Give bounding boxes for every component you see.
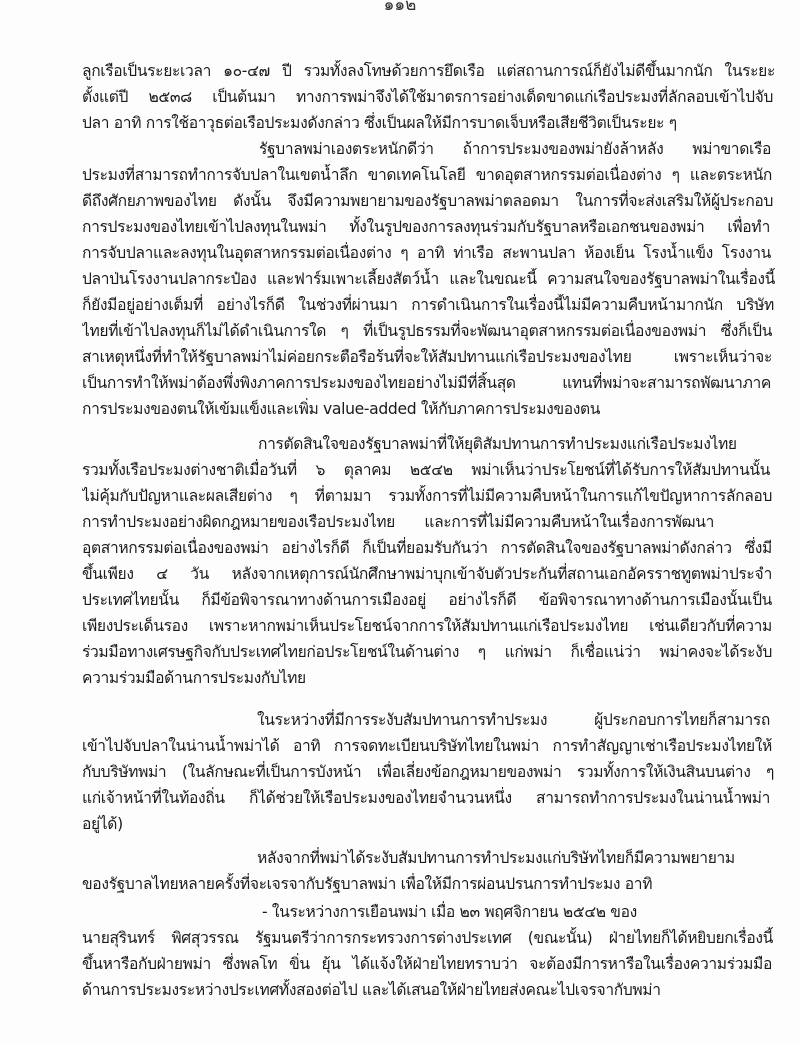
text-line: การตัดสินใจของรัฐบาลพม่าที่ให้ยุติสัมปทานการทำประมงแก่เรือประมงไทย	[258, 435, 737, 453]
text-line: หลังจากที่พม่าได้ระงับสัมปทานการทำประมงแก่บริษัทไทยก็มีความพยายาม	[257, 849, 735, 867]
text-line: นายสุรินทร์ พิศสุวรรณ รัฐมนตรีว่าการกระทรวงการต่างประเทศ (ขณะนั้น) ฝ่ายไทยก็ได้หยิบยกเรื่องนี้	[82, 929, 773, 947]
text-line: เป็นการทำให้พม่าต้องพึ่งพิงภาคการประมงของไทยอย่างไม่มีที่สิ้นสุด แทนที่พม่าจะสามารถพัฒนาภาค	[82, 374, 771, 392]
text-line: ไม่คุ้มกับปัญหาและผลเสียต่าง ๆ ที่ตามมา รวมทั้งการที่ไม่มีความคืบหน้าในการแก้ไขปัญหาการลักลอบ	[82, 487, 772, 505]
text-line: ประเทศไทยนั้น ก็มีข้อพิจารณาทางด้านการเมืองอยู่ อย่างไรก็ดี ข้อพิจารณาทางด้านการเมืองนั้นเป็น	[82, 591, 772, 609]
text-line: ด้านการประมงระหว่างประเทศทั้งสองต่อไป และได้เสนอให้ฝ่ายไทยส่งคณะไปเจรจากับพม่า	[82, 981, 661, 999]
text-line: รัฐบาลพม่าเองตระหนักดีว่า ถ้าการประมงของพม่ายังล้าหลัง พม่าขาดเรือ	[259, 140, 771, 158]
text-line: ขึ้นเพียง ๔ วัน หลังจากเหตุการณ์นักศึกษาพม่าบุกเข้าจับตัวประกันที่สถานเอกอัครราชทูตพม่าประจำ	[82, 565, 772, 583]
text-line: ความร่วมมือด้านการประมงกับไทย	[82, 669, 306, 687]
text-line: ปลาป่นโรงงานปลากระป๋อง และฟาร์มเพาะเลี้ยงสัตว์น้ำ และในขณะนี้ ความสนใจของรัฐบาลพม่าในเรื่องนี้	[82, 270, 775, 288]
page-number: ๑๑๒	[383, 0, 417, 15]
text-line: การประมงของไทยเข้าไปลงทุนในพม่า ทั้งในรูปของการลงทุนร่วมกับรัฐบาลหรือเอกชนของพม่า เพื่อทำ	[82, 218, 770, 236]
text-line: สาเหตุหนึ่งที่ทำให้รัฐบาลพม่าไม่ค่อยกระตือรือร้นที่จะให้สัมปทานแก่เรือประมงของไทย เพราะเห็นว่าจะ	[82, 348, 772, 366]
text-line: ลูกเรือเป็นระยะเวลา ๑๐-๔๗ ปี รวมทั้งลงโทษด้วยการยึดเรือ แต่สถานการณ์ก็ยังไม่ดีขึ้นมากนัก ในระยะ	[82, 62, 775, 80]
text-line: ในระหว่างที่มีการระงับสัมปทานการทำประมง ผู้ประกอบการไทยก็สามารถ	[257, 711, 770, 729]
text-line: ของรัฐบาลไทยหลายครั้งที่จะเจรจากับรัฐบาลพม่า เพื่อให้มีการผ่อนปรนการทำประมง อาทิ	[82, 875, 653, 893]
text-line: ประมงที่สามารถทำการจับปลาในเขตน้ำลึก ขาดเทคโนโลยี ขาดอุตสาหกรรมต่อเนื่องต่าง ๆ และตระหนัก	[82, 166, 772, 184]
text-line: ตั้งแต่ปี ๒๕๓๘ เป็นต้นมา ทางการพม่าจึงได้ใช้มาตรการอย่างเด็ดขาดแก่เรือประมงที่ลักลอบเข้าไปจับ	[82, 88, 773, 106]
text-line: การจับปลาและลงทุนในอุตสาหกรรมต่อเนื่องต่าง ๆ อาทิ ท่าเรือ สะพานปลา ห้องเย็น โรงน้ำแข็ง โรงงาน	[82, 244, 771, 262]
text-line: - ในระหว่างการเยือนพม่า เมื่อ ๒๓ พฤศจิกายน ๒๕๔๒ ของ	[262, 903, 637, 921]
text-line: การประมงของตนให้เข้มแข็งและเพิ่ม value-added ให้กับภาคการประมงของตน	[82, 400, 601, 418]
text-line: เข้าไปจับปลาในน่านน้ำพม่าได้ อาทิ การจดทะเบียนบริษัทไทยในพม่า การทำสัญญาเช่าเรือประมงไทยให้	[82, 737, 772, 755]
text-line: ดีถึงศักยภาพของไทย ดังนั้น จึงมีความพยายามของรัฐบาลพม่าตลอดมา ในการที่จะส่งเสริมให้ผู้ประกอบ	[82, 192, 773, 210]
text-line: รวมทั้งเรือประมงต่างชาติเมื่อวันที่ ๖ ตุลาคม ๒๕๔๒ พม่าเห็นว่าประโยชน์ที่ได้รับการให้สัมปทานนั้น	[82, 461, 770, 479]
text-line: เพียงประเด็นรอง เพราะหากพม่าเห็นประโยชน์จากการให้สัมปทานแก่เรือประมงไทย เช่นเดียวกับที่ความ	[82, 617, 772, 635]
text-line: อุตสาหกรรมต่อเนื่องของพม่า อย่างไรก็ดี ก็เป็นที่ยอมรับกันว่า การตัดสินใจของรัฐบาลพม่าดังกล่าว ซึ่งมี	[82, 539, 772, 557]
text-line: แก่เจ้าหน้าที่ในท้องถิ่น ก็ได้ช่วยให้เรือประมงของไทยจำนวนหนึ่ง สามารถทำการประมงในน่านน้ำพม่า	[82, 789, 770, 807]
text-line: การทำประมงอย่างผิดกฎหมายของเรือประมงไทย และการที่ไม่มีความคืบหน้าในเรื่องการพัฒนา	[82, 513, 714, 531]
text-line: ปลา อาทิ การใช้อาวุธต่อเรือประมงดังกล่าว ซึ่งเป็นผลให้มีการบาดเจ็บหรือเสียชีวิตเป็นระยะ ๆ	[82, 114, 677, 132]
text-line: ไทยที่เข้าไปลงทุนก็ไม่ได้ดำเนินการใด ๆ ที่เป็นรูปธรรมที่จะพัฒนาอุตสาหกรรมต่อเนื่องของพม่า ซึ่งก็เป็น	[82, 322, 772, 340]
text-line: ร่วมมือทางเศรษฐกิจกับประเทศไทยก่อประโยชน์ในด้านต่าง ๆ แก่พม่า ก็เชื่อแน่ว่า พม่าคงจะได้ระงับ	[82, 643, 772, 661]
text-line: ก็ยังมีอยู่อย่างเต็มที่ อย่างไรก็ดี ในช่วงที่ผ่านมา การดำเนินการในเรื่องนี้ไม่มีความคืบหน้ามากนัก บริษัท	[82, 296, 774, 314]
text-line: กับบริษัทพม่า (ในลักษณะที่เป็นการบังหน้า เพื่อเลี่ยงข้อกฎหมายของพม่า รวมทั้งการให้เงินสินบนต่าง ๆ	[82, 763, 774, 781]
text-line: ขึ้นหารือกับฝ่ายพม่า ซึ่งพลโท ขิ่น ยุ้น ได้แจ้งให้ฝ่ายไทยทราบว่า จะต้องมีการหารือในเรื่องความร่วมมือ	[82, 955, 772, 973]
text-line: อยู่ได้)	[82, 815, 123, 833]
